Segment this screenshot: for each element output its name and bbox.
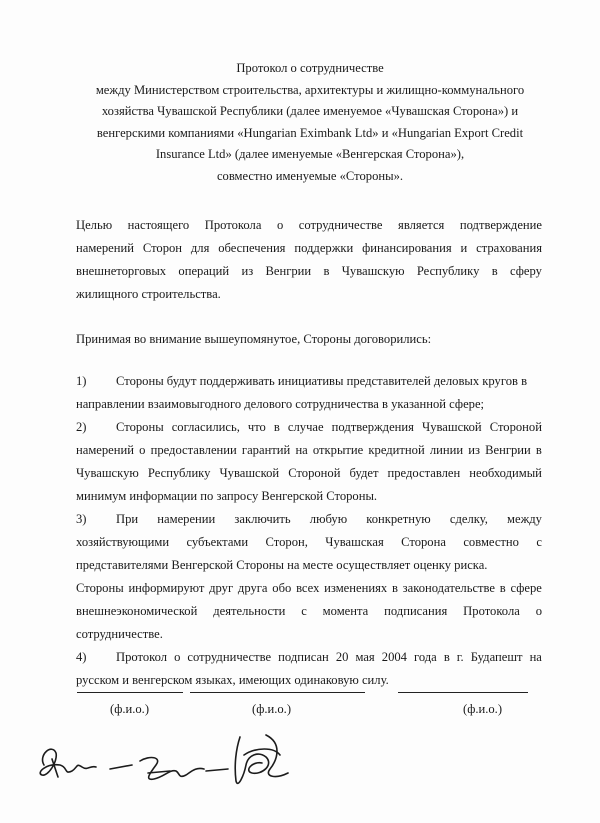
word: сфере xyxy=(510,581,542,595)
item-number: 3) xyxy=(76,512,87,526)
word: субъектами xyxy=(186,535,249,549)
word: 2004 xyxy=(381,650,407,664)
signature-lines xyxy=(0,692,600,694)
word: случае xyxy=(287,420,324,434)
word: в xyxy=(391,581,398,595)
word: является xyxy=(398,218,445,232)
signature-stroke-3 xyxy=(235,737,268,783)
word: Протокола xyxy=(463,604,520,618)
word: поддержки xyxy=(294,241,354,255)
word: из xyxy=(468,443,480,457)
word: законодательстве xyxy=(402,581,496,595)
word: намерений xyxy=(76,443,134,457)
signature-stroke-1 xyxy=(40,749,96,775)
word: Протокол xyxy=(116,650,168,664)
word: момента xyxy=(322,604,369,618)
word: конкретную xyxy=(366,512,431,526)
word: в xyxy=(535,443,542,457)
title-line: Insurance Ltd» (далее именуемые «Венгерская Сторона»), xyxy=(155,147,465,161)
agreement-items xyxy=(76,370,542,692)
protocol-title xyxy=(60,58,560,187)
word: линии xyxy=(429,443,464,457)
word: При xyxy=(116,512,139,526)
signature-dash-2 xyxy=(206,769,228,771)
agreed-paragraph xyxy=(76,328,542,351)
paragraph-line: сотрудничестве. xyxy=(76,627,163,641)
word: о xyxy=(276,218,284,232)
word: открытие xyxy=(312,443,364,457)
word: для xyxy=(190,241,210,255)
word: с xyxy=(536,535,542,549)
justified-line xyxy=(76,237,542,260)
title-line: Протокол о сотрудничестве xyxy=(236,61,384,75)
signature-stroke-2 xyxy=(140,758,204,780)
word: Чувашской xyxy=(219,466,280,480)
word: на xyxy=(529,650,542,664)
justified-line xyxy=(76,577,542,600)
word: о xyxy=(139,443,146,457)
word: Венгрии xyxy=(485,443,531,457)
word: из xyxy=(241,264,254,278)
title-line: венгерскими компаниями «Hungarian Eximbank Ltd» и «Hungarian Export Credit xyxy=(96,125,524,140)
word: деятельности xyxy=(213,604,286,618)
word: Стороны xyxy=(116,420,164,434)
word: Республику xyxy=(416,264,480,278)
word: настоящего xyxy=(127,218,190,232)
handwritten-signatures xyxy=(30,725,310,795)
word: совместно xyxy=(463,535,519,549)
word: намерении xyxy=(157,512,216,526)
word: обо xyxy=(272,581,292,595)
signature-line xyxy=(190,692,365,693)
word: внешнеэкономической xyxy=(76,604,198,618)
word: операций xyxy=(178,264,230,278)
word: в xyxy=(443,650,450,664)
item-text: Стороны будут поддерживать инициативы представителей деловых кругов в xyxy=(116,374,528,388)
word: в xyxy=(499,581,506,595)
word: года xyxy=(413,650,437,664)
word: Протокола xyxy=(204,218,262,232)
paragraph-line: направлении взаимовыгодного делового сотрудничества в указанной сфере; xyxy=(76,397,485,411)
list-item-3 xyxy=(76,508,542,531)
list-item-1 xyxy=(76,370,542,393)
word: Целью xyxy=(76,218,113,232)
word: что xyxy=(247,420,266,434)
word: Чувашская xyxy=(325,535,384,549)
word: необходимый xyxy=(469,466,542,480)
word: о xyxy=(535,604,542,618)
item-text xyxy=(116,508,542,531)
signature-dash xyxy=(110,765,132,769)
word: информируют xyxy=(128,581,205,595)
word: согласились, xyxy=(171,420,240,434)
word: внешнеторговых xyxy=(76,264,167,278)
word: хозяйствующими xyxy=(76,535,170,549)
word: изменениях xyxy=(324,581,388,595)
signature-line xyxy=(398,692,528,693)
intro-paragraph xyxy=(76,214,542,306)
justified-line xyxy=(76,462,542,485)
word: заключить xyxy=(234,512,291,526)
word: в xyxy=(491,264,498,278)
item-text xyxy=(116,416,542,439)
word: предоставлении xyxy=(150,443,237,457)
word: Будапешт xyxy=(470,650,523,664)
signature-stroke-3b xyxy=(266,735,288,776)
word: Чувашской xyxy=(422,420,482,434)
paragraph-line: русском и венгерском языках, имеющих одинаковую силу. xyxy=(76,673,389,687)
paragraph-line: жилищного строительства. xyxy=(76,287,221,301)
item-number: 4) xyxy=(76,650,87,664)
word: финансирования xyxy=(362,241,452,255)
item-text xyxy=(116,646,542,669)
word: г. xyxy=(456,650,464,664)
justified-line xyxy=(76,531,542,554)
justified-line xyxy=(76,260,542,283)
word: предоставлен xyxy=(387,466,461,480)
word: Стороны xyxy=(76,581,124,595)
word: в xyxy=(323,264,330,278)
list-item-2 xyxy=(76,416,542,439)
word: в xyxy=(273,420,280,434)
word: Чувашскую xyxy=(341,264,405,278)
signature-line xyxy=(77,692,183,693)
word: мая xyxy=(355,650,375,664)
title-line: хозяйства Чувашской Республики (далее именуемое «Чувашская Сторона») и xyxy=(101,104,519,118)
word: сферу xyxy=(509,264,542,278)
paragraph-line: Принимая во внимание вышеупомянутое, Стороны договорились: xyxy=(76,332,432,346)
word: о xyxy=(174,650,181,664)
title-line: совместно именуемые «Стороны». xyxy=(216,168,404,183)
word: подписания xyxy=(384,604,448,618)
word: кредитной xyxy=(368,443,425,457)
word: Чувашскую xyxy=(76,466,139,480)
item-number: 1) xyxy=(76,374,87,388)
word: друг xyxy=(209,581,234,595)
paragraph-line: представителями Венгерской Стороны на месте осуществляет оценку риска. xyxy=(76,558,488,572)
justified-line xyxy=(76,214,542,237)
word: сделку, xyxy=(449,512,488,526)
word: обеспечения xyxy=(218,241,286,255)
list-item-4 xyxy=(76,646,542,669)
fio-label: (ф.и.о.) xyxy=(110,702,150,716)
word: любую xyxy=(309,512,348,526)
word: с xyxy=(301,604,307,618)
word: на xyxy=(295,443,308,457)
word: сотрудничестве xyxy=(187,650,272,664)
word: и xyxy=(460,241,468,255)
title-line: между Министерством строительства, архитектуры и жилищно-коммунального xyxy=(95,82,525,97)
fio-label: (ф.и.о.) xyxy=(463,702,503,716)
word: сотрудничестве xyxy=(298,218,383,232)
word: между xyxy=(507,512,542,526)
word: Стороной xyxy=(288,466,341,480)
word: страхования xyxy=(476,241,542,255)
word: Республику xyxy=(147,466,211,480)
word: подписан xyxy=(278,650,329,664)
word: Венгрии xyxy=(265,264,312,278)
word: будет xyxy=(349,466,379,480)
justified-line xyxy=(76,600,542,623)
word: Сторона xyxy=(401,535,446,549)
item-number: 2) xyxy=(76,420,87,434)
word: друга xyxy=(237,581,268,595)
word: подтверждение xyxy=(459,218,542,232)
word: гарантий xyxy=(241,443,291,457)
word: подтверждения xyxy=(331,420,414,434)
word: Сторон xyxy=(142,241,183,255)
justified-line xyxy=(76,439,542,462)
word: Стороной xyxy=(489,420,542,434)
paragraph-line: минимум информации по запросу Венгерской Стороны. xyxy=(76,489,378,503)
fio-label: (ф.и.о.) xyxy=(252,702,292,716)
word: Сторон, xyxy=(265,535,308,549)
word: 20 xyxy=(335,650,349,664)
word: всех xyxy=(296,581,320,595)
word: намерений xyxy=(76,241,134,255)
